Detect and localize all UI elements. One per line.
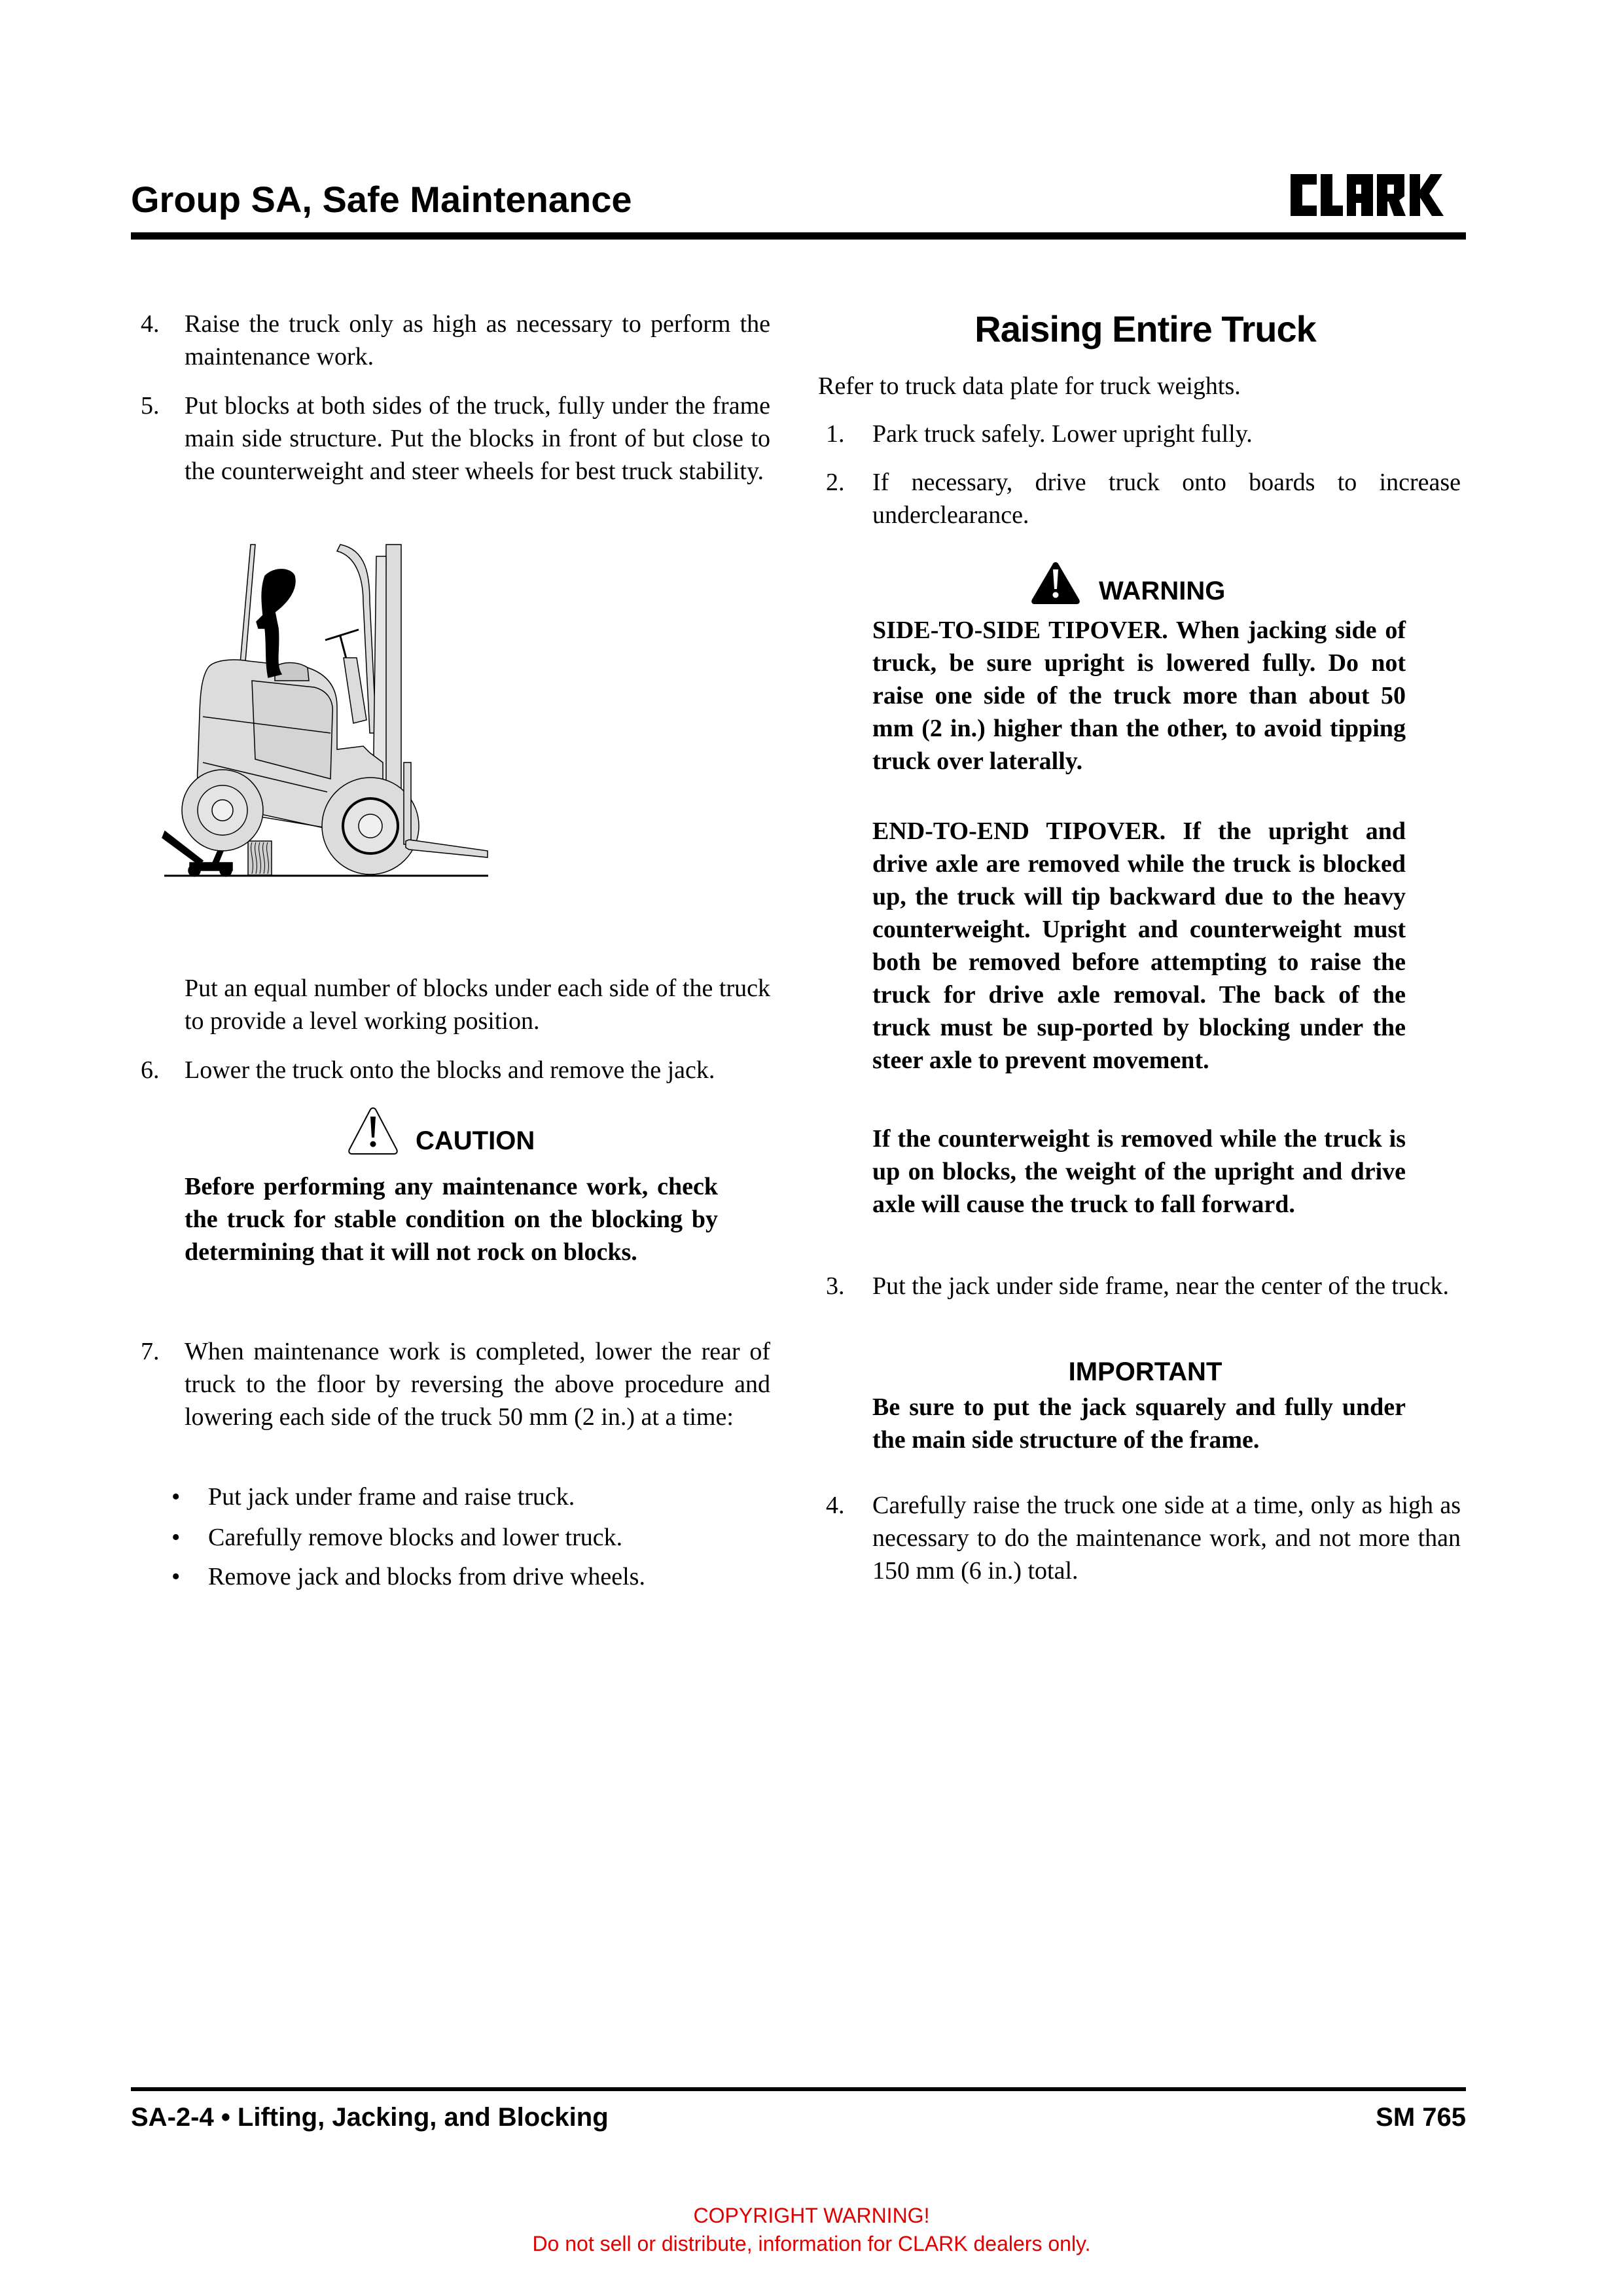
logo-letter-k — [1410, 174, 1444, 216]
list-text: Park truck safely. Lower upright fully. — [872, 420, 1253, 448]
bullet-icon: • — [171, 1483, 181, 1511]
bullet-item: Put jack under frame and raise truck. — [208, 1483, 575, 1511]
list-text: Put the jack under side frame, near the center of the truck. — [872, 1272, 1450, 1300]
footer-rule — [131, 2087, 1466, 2091]
operator-silhouette — [257, 569, 295, 677]
list-text: Put blocks at both sides of the truck, fully under the frame main side structure. Put the blocks in front of but close to the counterweight and steer wheels for best truck stability. — [185, 392, 770, 485]
caution-label: CAUTION — [416, 1126, 535, 1155]
footer-manual-number: SM 765 — [1376, 2103, 1466, 2132]
warning-label: WARNING — [1099, 577, 1226, 605]
bullet-icon: • — [171, 1524, 181, 1551]
logo-letter-r — [1377, 174, 1406, 216]
list-text: If necessary, drive truck onto boards to increase underclearance. — [872, 469, 1461, 529]
list-number: 4. — [141, 310, 160, 338]
forklift-on-jack-and-blocks-icon — [162, 545, 488, 876]
paragraph-equal-blocks: Put an equal number of blocks under each side of the truck to provide a level working position. — [185, 975, 770, 1035]
fork — [406, 840, 488, 857]
intro-paragraph: Refer to truck data plate for truck weights. — [818, 372, 1241, 400]
copyright-warning-title: COPYRIGHT WARNING! — [693, 2204, 930, 2227]
footer-section: SA-2-4 • Lifting, Jacking, and Blocking — [131, 2103, 609, 2132]
list-number: 5. — [141, 392, 160, 420]
list-number: 6. — [141, 1056, 160, 1084]
clark-logo — [1287, 169, 1454, 221]
important-label: IMPORTANT — [1068, 1357, 1222, 1386]
fork-carriage — [404, 762, 411, 844]
list-number: 4. — [826, 1492, 845, 1519]
logo-letter-l — [1321, 174, 1343, 216]
list-text: Lower the truck onto the blocks and remove the jack. — [185, 1056, 715, 1084]
jack-wheel-front — [220, 865, 232, 876]
warning-end-to-end: END-TO-END TIPOVER. If the upright and drive axle are removed while the truck is blocked up, the truck will tip backward due to the heavy counterweight. Upright and counterweight must both be removed before attempting to raise the truck for drive axle removal. The back of the truck must be sup-ported by blocking under the steer axle to prevent movement. — [872, 817, 1406, 1074]
warning-side-to-side: SIDE-TO-SIDE TIPOVER. When jacking side of truck, be sure upright is lowered fully. Do not raise one side of the truck more than about 50 mm (2 in.) higher than the other, to avoid tipping truck over laterally. — [872, 617, 1406, 775]
list-number: 2. — [826, 469, 845, 496]
important-text: Be sure to put the jack squarely and fully under the main side structure of the frame. — [872, 1393, 1406, 1454]
caution-triangle-icon — [347, 1106, 399, 1156]
jack-wheel-rear — [188, 865, 200, 876]
warning-counterweight: If the counterweight is removed while the truck is up on blocks, the weight of the upright and drive axle will cause the truck to fall forward. — [872, 1125, 1406, 1218]
caution-text: Before performing any maintenance work, check the truck for stable condition on the blocking by determining that it will not rock on blocks. — [185, 1173, 718, 1266]
list-text: When maintenance work is completed, lower the rear of truck to the floor by reversing the above procedure and lowering each side of the truck 50 mm (2 in.) at a time: — [185, 1338, 770, 1431]
list-number: 7. — [141, 1338, 160, 1365]
list-text: Carefully raise the truck one side at a time, only as high as necessary to do the maintenance work, and not more than 150 mm (6 in.) total. — [872, 1492, 1461, 1585]
list-number: 1. — [826, 420, 845, 448]
steering-wheel — [325, 630, 359, 640]
header-rule — [131, 232, 1466, 240]
section-heading: Raising Entire Truck — [974, 308, 1316, 350]
logo-letter-c — [1291, 174, 1317, 216]
warning-triangle-icon — [1031, 562, 1080, 605]
logo-letter-a — [1347, 174, 1373, 216]
list-number: 3. — [826, 1272, 845, 1300]
bullet-item: Remove jack and blocks from drive wheels. — [208, 1563, 645, 1590]
bullet-icon: • — [171, 1563, 181, 1590]
bullet-item: Carefully remove blocks and lower truck. — [208, 1524, 623, 1551]
list-text: Raise the truck only as high as necessary to perform the maintenance work. — [185, 310, 770, 370]
forklift-illustration — [157, 537, 759, 890]
page-title: Group SA, Safe Maintenance — [131, 179, 632, 220]
mast — [385, 545, 401, 805]
copyright-warning-text: Do not sell or distribute, information for CLARK dealers only. — [532, 2232, 1091, 2255]
control-tower — [344, 658, 366, 723]
